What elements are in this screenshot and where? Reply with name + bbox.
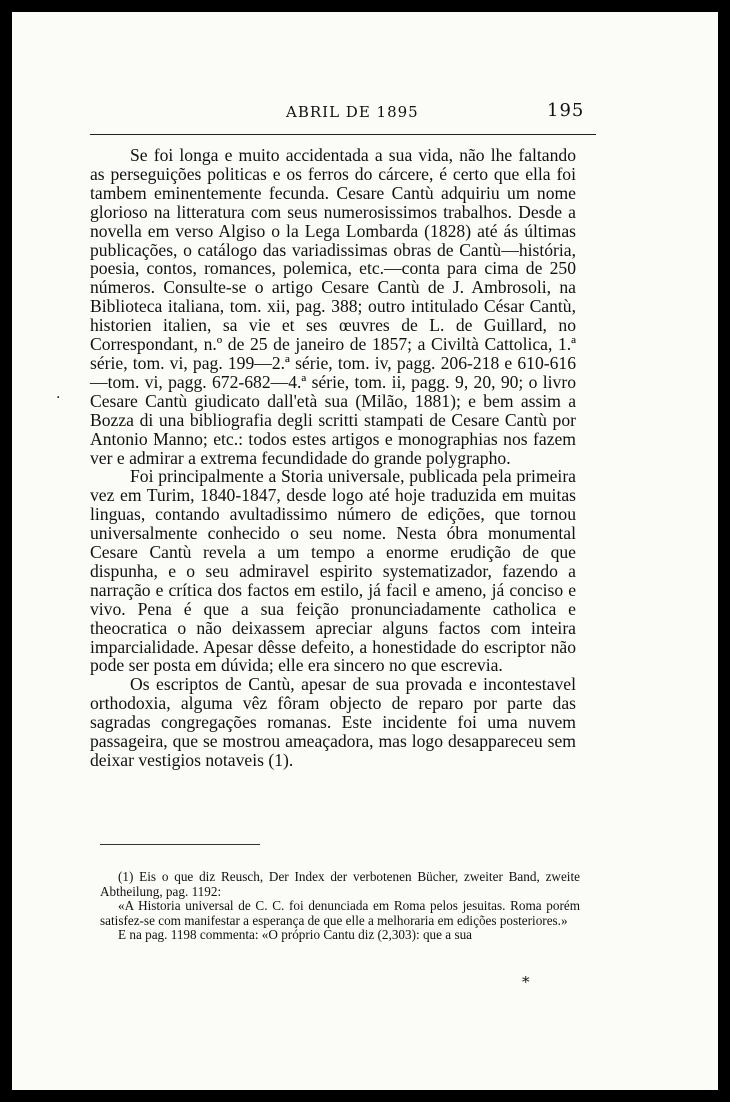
footnote-line-2: E na pag. 1198 commenta: «O próprio Cantu diz (2,303): que a sua (118, 927, 473, 943)
paragraph-1: Se foi longa e muito accidentada a sua vida, não lhe faltando as perseguições politicas e os ferros do cárcere, é certo que ella foi tambem eminentemente fecunda. Cesare Cantù adquiriu um nome glorioso na litteratura com seus numerosissimos trabalhos. Desde a novella em verso Algiso o la Lega Lombarda (1828) até ás últimas publicações, o catálogo das variadissimas obras de Cantù—história, poesia, contos, romances, polemica, etc.—conta para cima de 250 números. Consulte-se o artigo Cesare Cantù de J. Ambrosoli, na Biblioteca italiana, tom. xii, pag. 388; outro intitulado César Cantù, historien italien, sa vie et ses œuvres de L. de Guillard, no Correspondant, n.º de 25 de janeiro de 1857; a Civiltà Cattolica, 1.ª série, tom. vi, pag. 199—2.ª série, tom. iv, pagg. 206-218 e 610-616—tom. vi, pagg. 672-682—4.ª série, tom. ii, pagg. 9, 20, 90; o livro Cesare Cantù giudicato dall'età sua (Milão, 1881); e bem assim a Bozza di una bibliografia degli scritti stampati de Cesare Cantù por Antonio Manno; etc.: todos estes artigos e monographias nos fazem ver e admirar a extrema fecundidade do grande polygrapho. (90, 145, 576, 468)
main-text (90, 146, 576, 770)
footnote (100, 870, 580, 943)
running-header-title: ABRIL DE 1895 (286, 103, 419, 121)
footnote-line-1: (1) Eis o que diz Reusch, Der Index der verbotenen Bücher, zweiter Band, zweite Abtheilung, pag. 1192: (100, 869, 580, 899)
catchword-mark: * (522, 973, 530, 991)
document-page (12, 12, 718, 1090)
paragraph-3: Os escriptos de Cantù, apesar de sua provada e incontestavel orthodoxia, alguma vêz fôram objecto de reparo por parte das sagradas congregações romanas. Este incidente foi uma nuvem passageira, que se mostrou ameaçadora, mas logo desappareceu sem deixar vestigios notaveis (1). (90, 674, 576, 770)
paragraph-2: Foi principalmente a Storia universale, publicada pela primeira vez em Turim, 1840-1847, desde logo até hoje traduzida em muitas linguas, contando avultadissimo número de edições, que tornou universalmente conhecido o seu nome. Nesta óbra monumental Cesare Cantù revela a um tempo a enorme erudição de que dispunha, e o seu admiravel espirito systematizador, fazendo a narração e crítica dos factos em estilo, já facil e ameno, já conciso e vivo. Pena é que a sua feição pronunciadamente catholica e theocratica o não deixassem apreciar alguns factos com inteira imparcialidade. Apesar dêsse defeito, a honestidade do escriptor não pode ser posta em dúvida; elle era sincero no que escrevia. (90, 466, 576, 676)
footnote-quote: «A Historia universal de C. C. foi denunciada em Roma pelos jesuitas. Roma porém satisfez-se com manifestar a esperança de que elle a melhoraria em edições posteriores.» (100, 898, 580, 928)
header-rule (90, 134, 596, 135)
margin-dot: · (56, 390, 61, 406)
footnote-rule (100, 844, 260, 845)
page-number: 195 (547, 100, 585, 121)
